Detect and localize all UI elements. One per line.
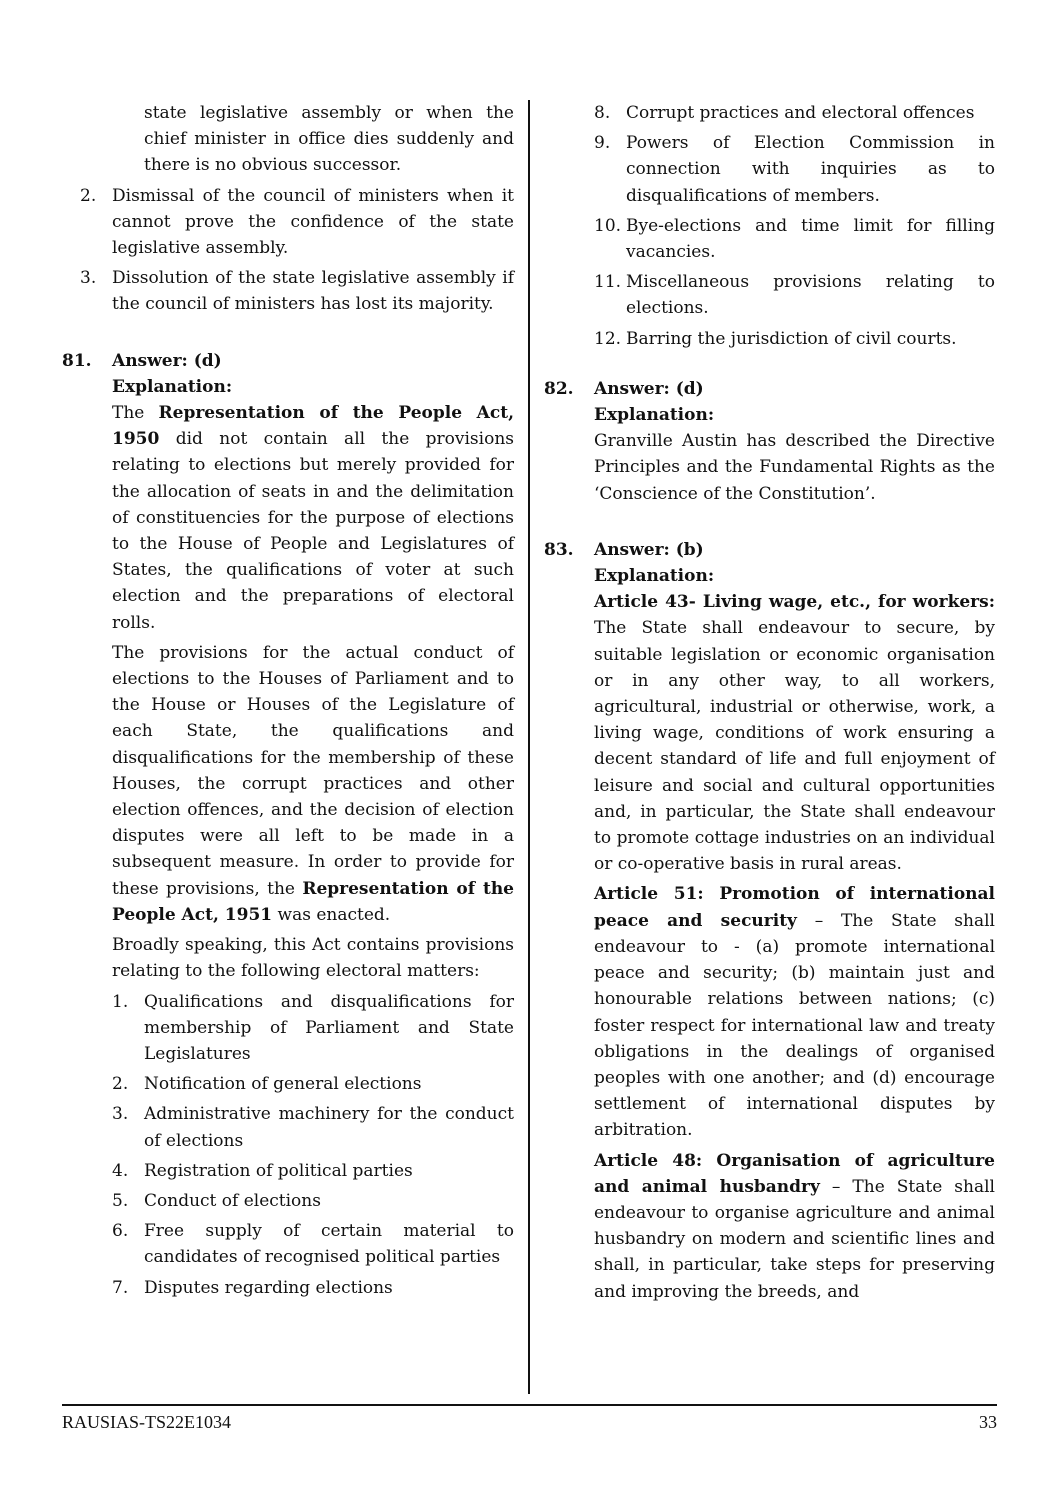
- list-item: [112, 1101, 514, 1153]
- list-number: 9.: [594, 133, 611, 154]
- text-run: was enacted.: [272, 904, 391, 925]
- q81-paragraph-3: Broadly speaking, this Act contains provisions relating to the following electoral matters:: [112, 935, 514, 982]
- list-number: 10.: [594, 215, 622, 236]
- article-48-heading: Article 48: Organisation of agriculture and animal husbandry: [594, 1150, 995, 1197]
- list-number: 7.: [112, 1277, 129, 1298]
- column-divider: [528, 100, 530, 1394]
- question-number: 83.: [544, 539, 574, 560]
- list-text: Conduct of elections: [144, 1190, 321, 1211]
- list-number: 4.: [112, 1160, 129, 1181]
- right-column: [544, 100, 995, 1309]
- list-item: [112, 1218, 514, 1270]
- article-48-paragraph: [594, 1148, 995, 1305]
- question-81-header: [62, 348, 514, 374]
- q81-paragraph-1: [112, 400, 514, 636]
- list-text: Barring the jurisdiction of civil courts.: [626, 328, 957, 349]
- question-83-header: [544, 537, 995, 563]
- explanation-label: Explanation:: [594, 405, 715, 426]
- act-1951-name: Representation of the People Act, 1951: [112, 878, 514, 925]
- list-text: Notification of general elections: [144, 1074, 422, 1095]
- text-run: The: [112, 403, 159, 424]
- list-number: 2.: [80, 185, 97, 206]
- explanation-label: Explanation:: [594, 566, 715, 587]
- answer-label: Answer: (d): [112, 350, 222, 371]
- list-number: 1.: [112, 991, 129, 1012]
- text-run: did not contain all the provisions relating to elections but merely provided for the allocation of seats in and the delimitation of constituencies for the purpose of elections to the House of People and Legislatures of States, the qualifications of voter at such election and the preparations of electoral rolls.: [112, 429, 514, 633]
- list-number: 2.: [112, 1074, 129, 1095]
- list-text: Registration of political parties: [144, 1160, 413, 1181]
- electoral-matters-list-continued: [594, 100, 995, 352]
- list-item: [594, 130, 995, 209]
- list-text: Qualifications and disqualifications for membership of Parliament and State Legislatures: [144, 991, 514, 1064]
- left-column: [62, 100, 514, 1305]
- list-item: [594, 100, 995, 126]
- list-number: 5.: [112, 1190, 129, 1211]
- list-item: [594, 213, 995, 265]
- article-43-heading: Article 43- Living wage, etc., for workers:: [594, 592, 995, 613]
- q81-paragraph-2: [112, 640, 514, 928]
- question-82-header: [544, 376, 995, 402]
- text-run: The State shall endeavour to secure, by suitable legislation or economic organisation or in any other way, to all workers, agricultural, industrial or otherwise, work, a living wage, conditions of work ensuring a decent standard of life and full enjoyment of leisure and social and cultural opportunities and, in particular, the State shall endeavour to promote cottage industries on an individual or co-operative basis in rural areas.: [594, 618, 995, 875]
- document-code: RAUSIAS-TS22E1034: [62, 1412, 232, 1432]
- question-number: 82.: [544, 378, 574, 399]
- q82-paragraph: Granville Austin has described the Directive Principles and the Fundamental Rights as the ‘Conscience of the Constitution’.: [594, 431, 995, 504]
- list-item: [594, 269, 995, 321]
- list-item: [112, 1071, 514, 1097]
- list-text: Miscellaneous provisions relating to elections.: [626, 272, 995, 319]
- list-number: 3.: [112, 1104, 129, 1125]
- text-run: – The State shall endeavour to - (a) promote international peace and security; (b) maintain just and honourable relations between nations; (c) foster respect for international law and treaty obligations in the dealings of organised peoples with one another; and (d) encourage settlement of international disputes by arbitration.: [594, 910, 995, 1141]
- continued-text: state legislative assembly or when the chief minister in office dies suddenly and there is no obvious successor.: [144, 103, 514, 176]
- list-number: 11.: [594, 272, 622, 293]
- text-run: The provisions for the actual conduct of elections to the Houses of Parliament and to the House or Houses of the Legislature of each State, the qualifications and disqualifications for the membership of these Houses, the corrupt practices and other election offences, and the decision of election disputes were all left to be made in a subsequent measure. In order to provide for these provisions, the: [112, 642, 514, 899]
- footer-rule: [62, 1404, 997, 1406]
- explanation-label: Explanation:: [112, 376, 233, 397]
- page-number: 33: [979, 1412, 997, 1432]
- article-51-paragraph: [594, 881, 995, 1143]
- list-text: Dismissal of the council of ministers when it cannot prove the confidence of the state legislative assembly.: [112, 185, 514, 259]
- list-number: 12.: [594, 328, 622, 349]
- list-item: [112, 1275, 514, 1301]
- list-item: [594, 326, 995, 352]
- list-item: [112, 989, 514, 1068]
- text-run: – The State shall endeavour to organise agriculture and animal husbandry on modern and scientific lines and shall, in particular, take steps for preserving and improving the breeds, and: [594, 1176, 995, 1302]
- left-top-list: [80, 183, 514, 318]
- list-text: Powers of Election Commission in connection with inquiries as to disqualifications of members.: [626, 133, 995, 206]
- question-number: 81.: [62, 350, 92, 371]
- act-1950-name: Representation of the People Act, 1950: [112, 403, 514, 450]
- list-number: 3.: [80, 268, 97, 289]
- answer-label: Answer: (d): [594, 378, 704, 399]
- list-item: [112, 1158, 514, 1184]
- list-text: Bye-elections and time limit for filling vacancies.: [626, 215, 995, 263]
- list-text: Dissolution of the state legislative assembly if the council of ministers has lost its majority.: [112, 268, 514, 315]
- list-item: [80, 265, 514, 317]
- electoral-matters-list: [112, 989, 514, 1301]
- article-51-heading: Article 51: Promotion of international peace and security: [594, 884, 995, 931]
- list-item: [80, 183, 514, 262]
- list-text: Administrative machinery for the conduct of elections: [144, 1104, 514, 1151]
- list-number: 8.: [594, 103, 611, 123]
- list-item: [112, 1188, 514, 1214]
- list-text: Corrupt practices and electoral offences: [626, 103, 975, 123]
- list-text: Disputes regarding elections: [144, 1277, 393, 1298]
- list-text: Free supply of certain material to candidates of recognised political parties: [144, 1221, 514, 1268]
- article-43-paragraph: [594, 589, 995, 877]
- answer-label: Answer: (b): [594, 539, 704, 560]
- list-number: 6.: [112, 1221, 129, 1242]
